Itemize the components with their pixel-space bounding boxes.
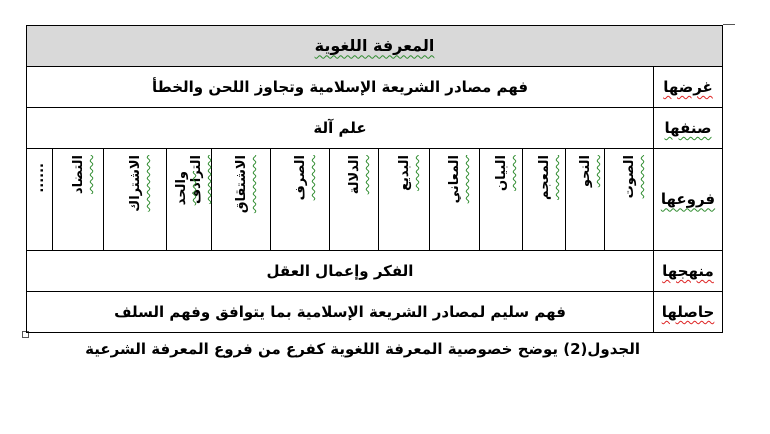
branch-item: [429, 149, 479, 250]
table-row: [27, 292, 723, 333]
table-header-row: [27, 26, 723, 67]
table-row: [27, 107, 723, 148]
branch-label: ......: [32, 162, 47, 193]
branch-item: [479, 149, 522, 250]
row-label: فروعها: [654, 148, 723, 250]
branch-label: الاشتقاق: [233, 154, 249, 213]
branch-label: الترادف: [189, 154, 204, 204]
row-label: منهجها: [654, 251, 723, 292]
row-value: فهم سليم لمصادر الشريعة الإسلامية بما يتوافق وفهم السلف: [27, 292, 654, 333]
branch-item: [522, 149, 565, 250]
branch-label: البيان: [493, 154, 509, 191]
branch-label: التضاد: [70, 154, 86, 194]
row-label: حاصلها: [654, 292, 723, 333]
table-caption: الجدول(2) يوضح خصوصية المعرفة اللغوية كفرع من فروع المعرفة الشرعية: [85, 340, 640, 358]
branch-item: [270, 149, 329, 250]
table-row: [27, 251, 723, 292]
branch-label: المعاني: [447, 154, 462, 204]
branch-item: [27, 149, 52, 250]
knowledge-table: [26, 25, 723, 333]
branch-label: البديع: [396, 154, 412, 191]
branch-item: [52, 149, 103, 250]
row-value: فهم مصادر الشريعة الإسلامية وتجاوز اللحن والخطأ: [27, 66, 654, 107]
row-value: علم آلة: [27, 107, 654, 148]
branch-item: [565, 149, 604, 250]
row-label: صنفها: [654, 107, 723, 148]
row-label: غرضها: [654, 66, 723, 107]
branch-label: الصوت: [621, 154, 637, 199]
table-row: [27, 66, 723, 107]
branch-label: الدلالة: [346, 154, 362, 195]
top-right-line: [723, 24, 735, 25]
row-value: الفكر وإعمال العقل: [27, 251, 654, 292]
branch-item: [604, 149, 653, 250]
branch-label: المعجم: [536, 154, 552, 200]
branch-list: [27, 149, 653, 250]
branch-item: [329, 149, 378, 250]
branch-label: الصرف: [292, 154, 308, 201]
branch-item: [166, 149, 211, 250]
table-title-text: المعرفة اللغوية: [314, 36, 435, 56]
branch-label: والحد: [174, 170, 189, 206]
table-title: [27, 26, 723, 67]
branch-item: [211, 149, 270, 250]
branch-label: النحو: [577, 154, 593, 187]
branch-item: [103, 149, 166, 250]
table-row-branches: [27, 148, 723, 250]
branches-cell: [27, 148, 654, 250]
branch-label: الاشتراك: [127, 154, 143, 212]
branch-item: [378, 149, 429, 250]
